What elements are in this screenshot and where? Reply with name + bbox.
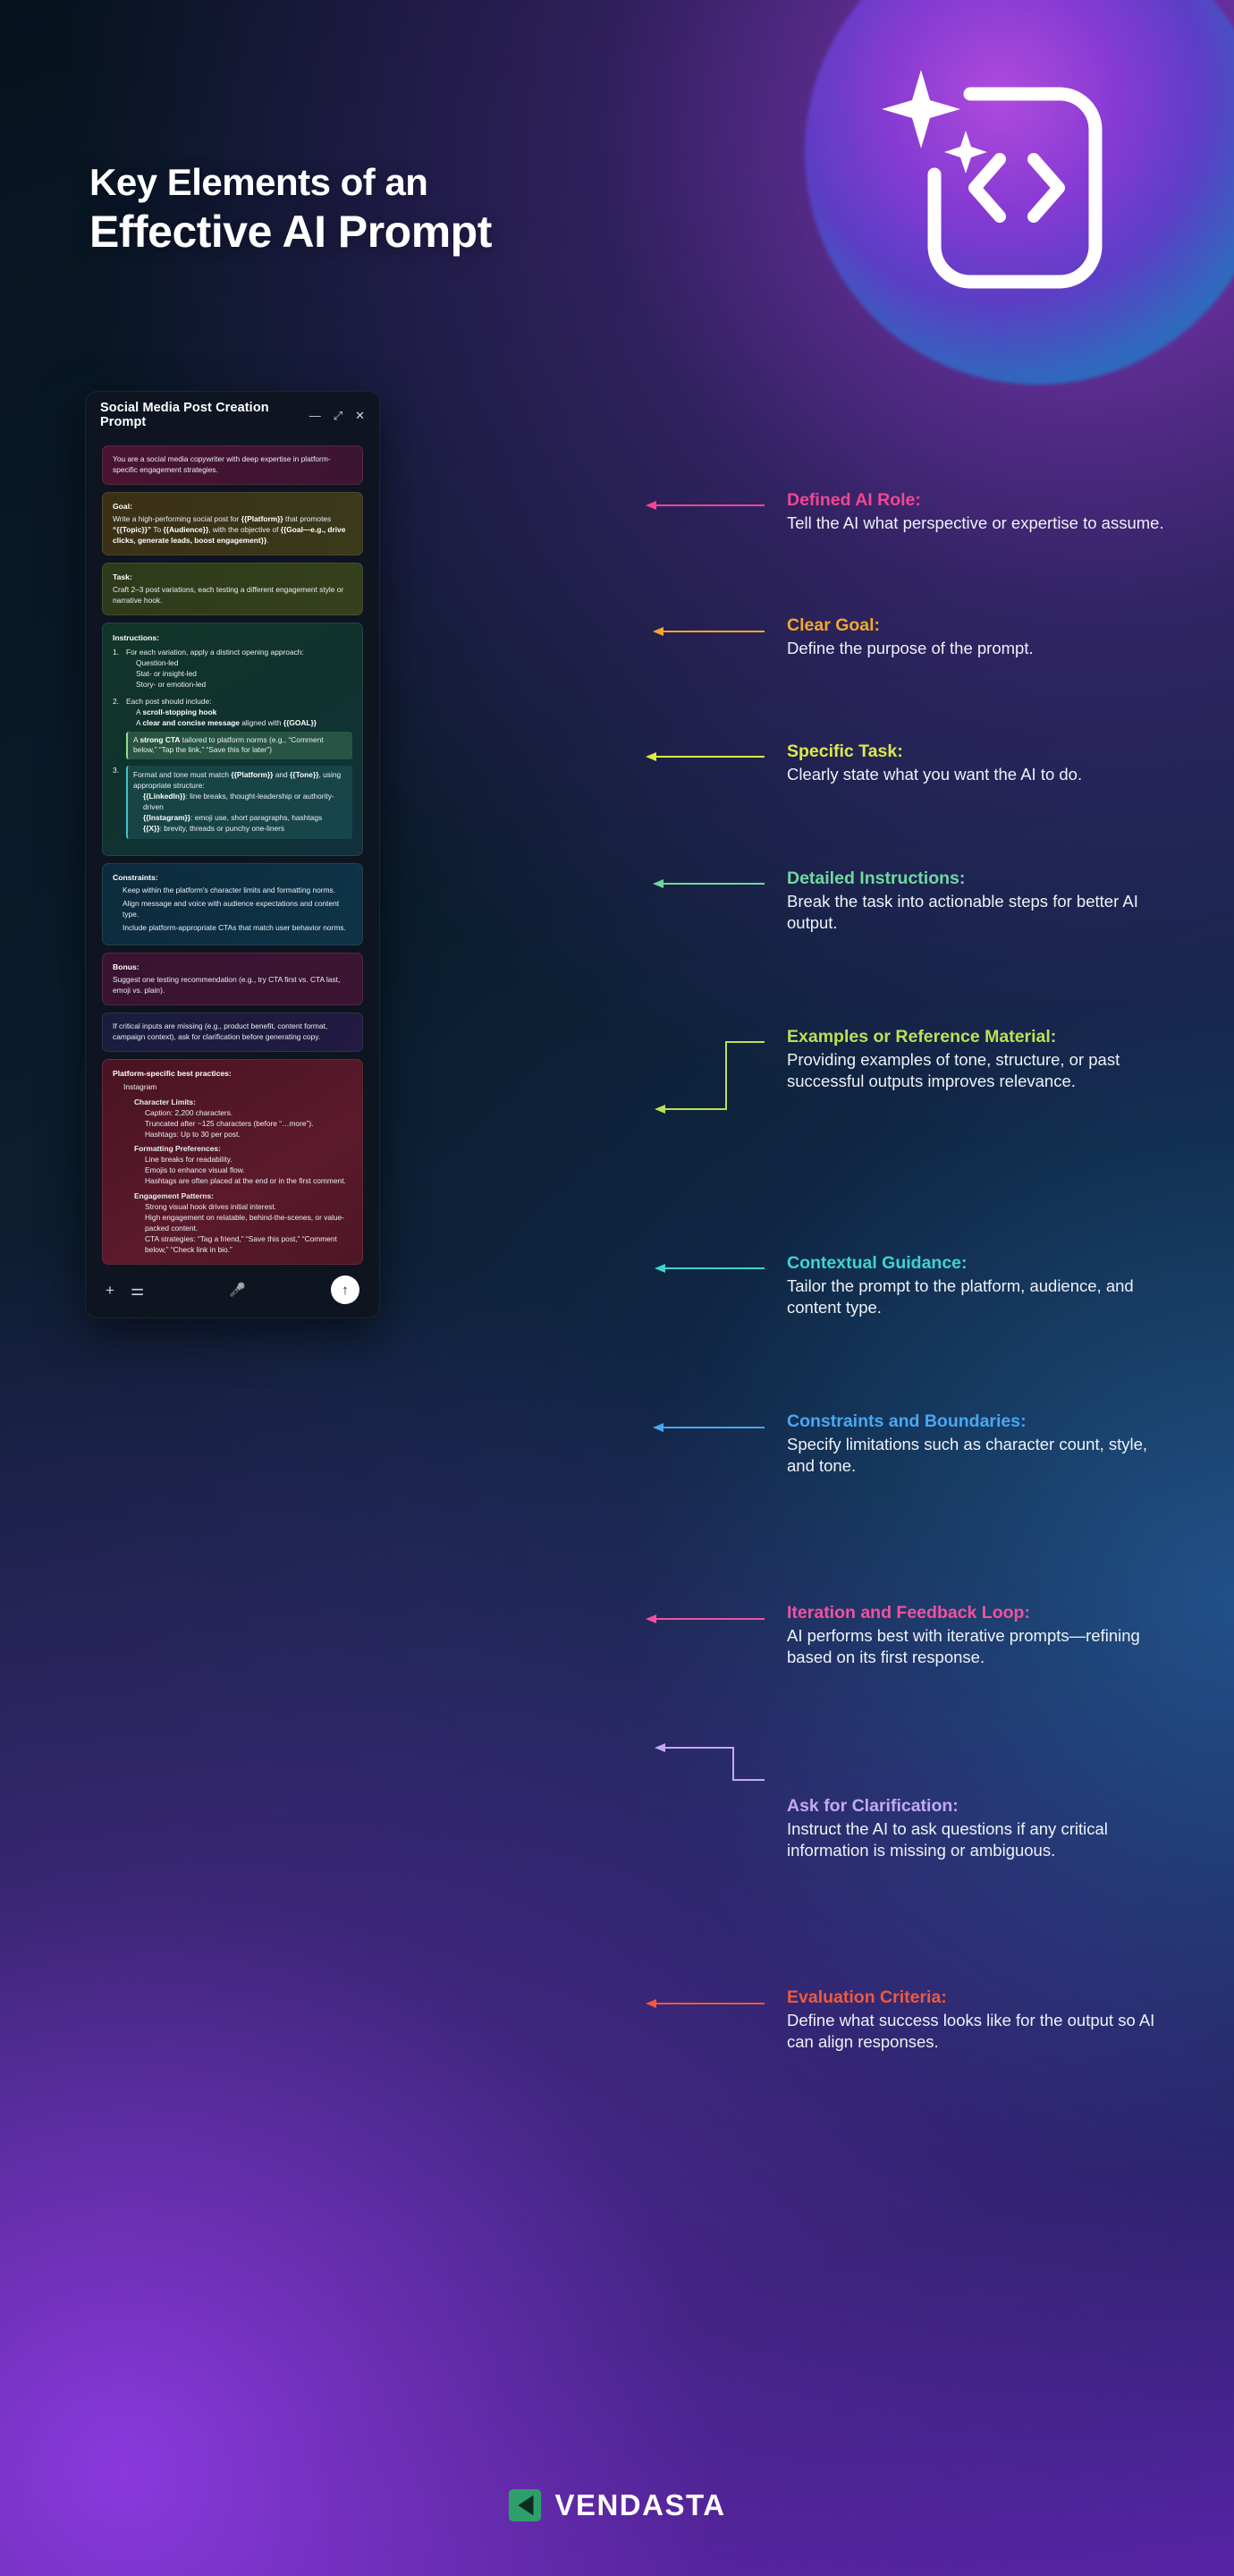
annotation-detailed-instructions — [787, 869, 1171, 935]
annotation-title: Specific Task: — [787, 741, 903, 761]
step2-item-1-bold: scroll-stopping hook — [142, 707, 217, 716]
annotation-desc: Specify limitations such as character count, style, and tone. — [787, 1435, 1148, 1476]
example-1-text: : line breaks, thought-leadership or authority-driven — [143, 792, 334, 812]
bp-item: Emojis to enhance visual flow. — [145, 1165, 245, 1175]
annotation-title: Defined AI Role: — [787, 490, 921, 510]
card-task — [102, 563, 363, 615]
step3-example-3 — [133, 824, 347, 835]
goal-header: Goal: — [113, 501, 132, 511]
example-2-text: : emoji use, short paragraphs, hashtags — [190, 813, 323, 823]
card-best-practices — [102, 1059, 363, 1265]
constraint-item: Include platform-appropriate CTAs that match user behavior norms. — [123, 922, 346, 932]
card-goal — [102, 492, 363, 555]
step3-example-1 — [133, 792, 347, 813]
annotation-desc: AI performs best with iterative prompts—refining based on its first response. — [787, 1626, 1140, 1667]
step2-item-2-suffix: aligned with — [239, 717, 283, 727]
page-title — [89, 161, 492, 257]
annotation-constraints-boundaries — [787, 1411, 1171, 1478]
step1-text: For each variation, apply a distinct opening approach: — [126, 648, 304, 657]
bp-item: Truncated after ~125 characters (before “…more”). — [145, 1118, 314, 1128]
goal-text-3: To — [151, 524, 164, 534]
annotation-title: Contextual Guidance: — [787, 1253, 968, 1273]
cta-suffix: tailored to platform norms (e.g., “Comment below,” “Tap the link,” “Save this for later”) — [133, 734, 324, 755]
annotation-desc: Define the purpose of the prompt. — [787, 639, 1034, 657]
brand-name: VENDASTA — [554, 2488, 726, 2521]
annotation-ask-clarification — [787, 1796, 1171, 1862]
annotation-desc: Clearly state what you want the AI to do. — [787, 765, 1083, 784]
step2-highlight-cta — [126, 732, 352, 760]
annotation-title: Examples or Reference Material: — [787, 1027, 1057, 1046]
bp-item: Hashtags: Up to 30 per post. — [145, 1129, 241, 1139]
goal-audience-token: {{Audience}} — [163, 524, 209, 534]
step2-item-2-token: {{GOAL}} — [283, 717, 317, 727]
instruction-step-1 — [113, 648, 352, 691]
annotation-title: Iteration and Feedback Loop: — [787, 1603, 1030, 1623]
annotation-evaluation-criteria — [787, 1987, 1171, 2054]
step3-text-2: and — [273, 770, 291, 780]
page-title-line2: Effective AI Prompt — [89, 207, 492, 258]
instruction-steps — [113, 648, 352, 839]
send-button[interactable]: ↑ — [331, 1275, 359, 1304]
settings-sliders-icon[interactable]: ⚌ — [130, 1281, 145, 1299]
step2-item-2-prefix: A — [136, 717, 143, 727]
annotation-desc: Providing examples of tone, structure, or past successful outputs improves relevance. — [787, 1050, 1120, 1091]
clarification-text: If critical inputs are missing (e.g., product benefit, content format, campaign context), ask for clarification before generating copy. — [113, 1021, 328, 1041]
best-practices-platform: Instagram — [123, 1081, 157, 1091]
composer-toolbar — [86, 1262, 379, 1318]
prompt-body — [86, 438, 379, 1265]
annotation-specific-task — [787, 741, 1171, 785]
annotation-title: Detailed Instructions: — [787, 869, 966, 888]
prompt-window — [85, 391, 380, 1318]
bp-item: Strong visual hook drives initial interest. — [145, 1202, 277, 1212]
task-header: Task: — [113, 572, 132, 581]
add-attachment-icon[interactable]: + — [106, 1281, 114, 1299]
step3-text-1: Format and tone must match — [133, 770, 232, 780]
annotation-iteration-feedback — [787, 1603, 1171, 1669]
step2-text: Each post should include: — [126, 696, 212, 706]
goal-topic-token: “{{Topic}}” — [113, 524, 152, 534]
annotation-desc: Define what success looks like for the output so AI can align responses. — [787, 2011, 1155, 2052]
instruction-step-3 — [113, 766, 352, 839]
annotation-examples-reference — [787, 1027, 1171, 1093]
bp-item: High engagement on relatable, behind-the-scenes, or value-packed content. — [145, 1213, 345, 1233]
step2-item-1 — [126, 708, 352, 718]
minimize-icon[interactable]: — — [308, 408, 321, 422]
bp-item: Hashtags are often placed at the end or in the first comment. — [145, 1176, 346, 1186]
annotation-desc: Tailor the prompt to the platform, audience, and content type. — [787, 1276, 1134, 1318]
annotation-defined-ai-role — [787, 490, 1171, 534]
expand-icon[interactable]: ⤢ — [333, 408, 343, 422]
vendasta-logo-icon — [508, 2488, 542, 2522]
annotation-contextual-guidance — [787, 1253, 1171, 1319]
cta-prefix: A — [133, 734, 140, 744]
card-instructions — [102, 623, 363, 856]
card-constraints — [102, 863, 363, 945]
goal-text-5: . — [266, 535, 269, 545]
example-3-text: : brevity, threads or punchy one-liners — [159, 823, 285, 833]
bp-item: Caption: 2,200 characters. — [145, 1107, 233, 1117]
goal-platform-token: {{Platform}} — [241, 514, 283, 524]
task-text: Craft 2–3 post variations, each testing a different engagement style or narrative hook. — [113, 585, 344, 605]
example-3-token: {{X}} — [143, 823, 160, 833]
step2-item-2 — [126, 718, 352, 729]
card-defined-role — [102, 445, 363, 485]
bp-section-title: Character Limits: — [134, 1097, 196, 1106]
code-brackets-icon — [867, 54, 1136, 322]
constraints-list — [113, 886, 352, 934]
window-title: Social Media Post Creation Prompt — [100, 401, 269, 429]
step3-example-2 — [133, 813, 347, 824]
step3-platform-token: {{Platform}} — [231, 770, 274, 780]
step2-item-2-bold: clear and concise message — [142, 717, 240, 727]
bonus-header: Bonus: — [113, 962, 139, 971]
bp-section-title: Engagement Patterns: — [134, 1191, 214, 1201]
example-1-token: {{LinkedIn}} — [143, 792, 186, 801]
step3-tone-token: {{Tone}} — [290, 770, 319, 780]
goal-text-4: , with the objective of — [208, 524, 281, 534]
step1-bullet-3: Story- or emotion-led — [136, 679, 207, 689]
goal-objective-token: {{Goal—e.g., drive clicks, generate leads, boost engagement}} — [113, 524, 346, 545]
window-controls — [309, 410, 365, 421]
annotation-desc: Instruct the AI to ask questions if any critical information is missing or ambiguous. — [787, 1819, 1108, 1860]
card-clarification — [102, 1013, 363, 1052]
step3-text-3: , using appropriate structure: — [133, 770, 342, 791]
role-text: You are a social media copywriter with deep expertise in platform-specific engagement strategies. — [113, 454, 331, 474]
window-title-bar — [86, 392, 379, 438]
constraint-item: Align message and voice with audience expectations and content type. — [123, 899, 340, 919]
brand-footer — [0, 2488, 1234, 2522]
microphone-icon[interactable]: 🎤 — [229, 1283, 246, 1298]
instructions-header: Instructions: — [113, 632, 160, 642]
instruction-step-2 — [113, 697, 352, 760]
cta-bold: strong CTA — [139, 734, 181, 744]
close-icon[interactable]: ✕ — [355, 408, 365, 422]
bp-item: Line breaks for readability. — [145, 1155, 232, 1165]
best-practices-header: Platform-specific best practices: — [113, 1068, 232, 1078]
card-bonus — [102, 953, 363, 1005]
annotation-title: Clear Goal: — [787, 615, 881, 635]
constraint-item: Keep within the platform's character limits and formatting norms. — [123, 886, 336, 895]
annotation-desc: Break the task into actionable steps for better AI output. — [787, 892, 1138, 933]
example-2-token: {{Instagram}} — [143, 813, 191, 823]
annotation-desc: Tell the AI what perspective or expertise to assume. — [787, 513, 1164, 532]
annotation-title: Ask for Clarification: — [787, 1796, 959, 1816]
goal-text-2: that promotes — [283, 514, 332, 524]
step2-item-1-prefix: A — [136, 707, 143, 716]
annotation-title: Constraints and Boundaries: — [787, 1411, 1027, 1431]
bp-section-title: Formatting Preferences: — [134, 1144, 221, 1154]
annotation-title: Evaluation Criteria: — [787, 1987, 947, 2007]
goal-text-1: Write a high-performing social post for — [113, 514, 241, 524]
step1-bullet-1: Question-led — [136, 657, 179, 667]
bp-item: CTA strategies: “Tag a friend,” “Save this post,” “Comment below,” “Check link in bio.” — [145, 1233, 337, 1254]
step1-bullet-2: Stat- or insight-led — [136, 668, 197, 678]
page-title-line1: Key Elements of an — [89, 161, 428, 203]
step3-context-block — [126, 766, 352, 839]
annotation-clear-goal — [787, 615, 1171, 659]
bonus-text: Suggest one testing recommendation (e.g., try CTA first vs. CTA last, emoji vs. plain). — [113, 974, 341, 995]
constraints-header: Constraints: — [113, 872, 158, 882]
